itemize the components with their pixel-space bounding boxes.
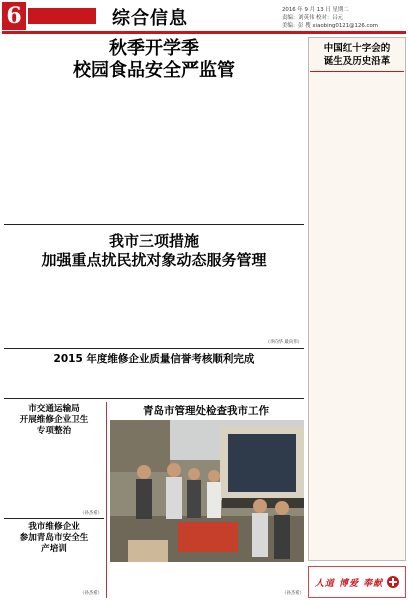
article-1-body-col-2 [106, 92, 202, 218]
issue-info [282, 6, 378, 30]
sidebar-title-rule [310, 71, 404, 72]
red-cross-banner [308, 566, 406, 598]
column-divider [106, 402, 107, 598]
article-6-title-line-3: 产培训 [41, 544, 67, 554]
article-1-title-line-1: 秋季开学季 [109, 38, 199, 59]
article-4-title-line-2: 开展维修企业卫生 [19, 415, 89, 425]
red-cross-icon [387, 576, 399, 588]
article-4-body [6, 442, 102, 510]
article-5-headline: 青岛市管理处检查我市工作 [143, 405, 269, 417]
article-4-signature: （孙杰希） [80, 511, 102, 516]
article-2-title-line-2: 加强重点扰民扰对象动态服务管理 [41, 251, 267, 269]
section-title: 综合信息 [112, 8, 188, 29]
inspection-photo [110, 420, 304, 562]
sidebar-body [312, 76, 402, 556]
article-5-caption [110, 566, 304, 588]
article-2-body-col-1 [6, 276, 102, 342]
inspection-scene-image [110, 420, 304, 562]
article-2-body-col-3 [206, 276, 302, 336]
article-4-headline [4, 404, 104, 437]
article-3-body-col-3 [206, 369, 302, 395]
article-divider [4, 398, 304, 399]
article-divider [4, 224, 304, 225]
article-3-body-col-1 [6, 369, 102, 395]
article-1-title-line-2: 校园食品安全严监管 [73, 60, 235, 81]
article-divider [4, 518, 104, 519]
article-divider [4, 348, 304, 349]
article-6-body [6, 558, 102, 588]
article-2-body-col-2 [106, 276, 202, 342]
editor-credits: 责编：刘英伟 校对：吕元 [282, 15, 344, 21]
article-5-signature: （孙杰希） [282, 591, 304, 596]
article-1-body-col-3 [206, 92, 302, 218]
header-color-bar [28, 8, 96, 24]
article-2-headline [4, 232, 304, 270]
article-3-body-col-2 [106, 369, 202, 395]
article-2-signature: （李向华 最向伟） [265, 340, 302, 345]
article-6-signature: （孙杰希） [80, 591, 102, 596]
issue-date: 2016 年 9 月 13 日 星期二 [282, 7, 349, 13]
article-1-headline [4, 38, 304, 82]
article-1-body-col-1 [6, 92, 102, 218]
sidebar-headline [310, 42, 404, 68]
article-4-title-line-1: 市交通运输局 [28, 404, 80, 414]
sidebar-title-line-2: 诞生及历史沿革 [323, 56, 391, 67]
article-6-headline [4, 522, 104, 555]
article-6-title-line-2: 参加青岛市安全生 [19, 533, 89, 543]
page-number: 6 [2, 2, 26, 30]
article-4-title-line-3: 专项整治 [36, 426, 72, 436]
article-6-title-line-1: 我市维修企业 [28, 522, 80, 532]
header-rule [2, 31, 406, 34]
article-2-title-line-1: 我市三项措施 [108, 232, 199, 250]
sidebar-title-line-1: 中国红十字会的 [323, 43, 391, 54]
article-3-headline: 2015 年度维修企业质量信誉考核顺利完成 [53, 353, 255, 365]
red-cross-slogan: 人道 博爱 奉献 [314, 578, 384, 589]
designer-contact: 美编：彭 搜 xiaobing0121@126.com [282, 23, 379, 29]
